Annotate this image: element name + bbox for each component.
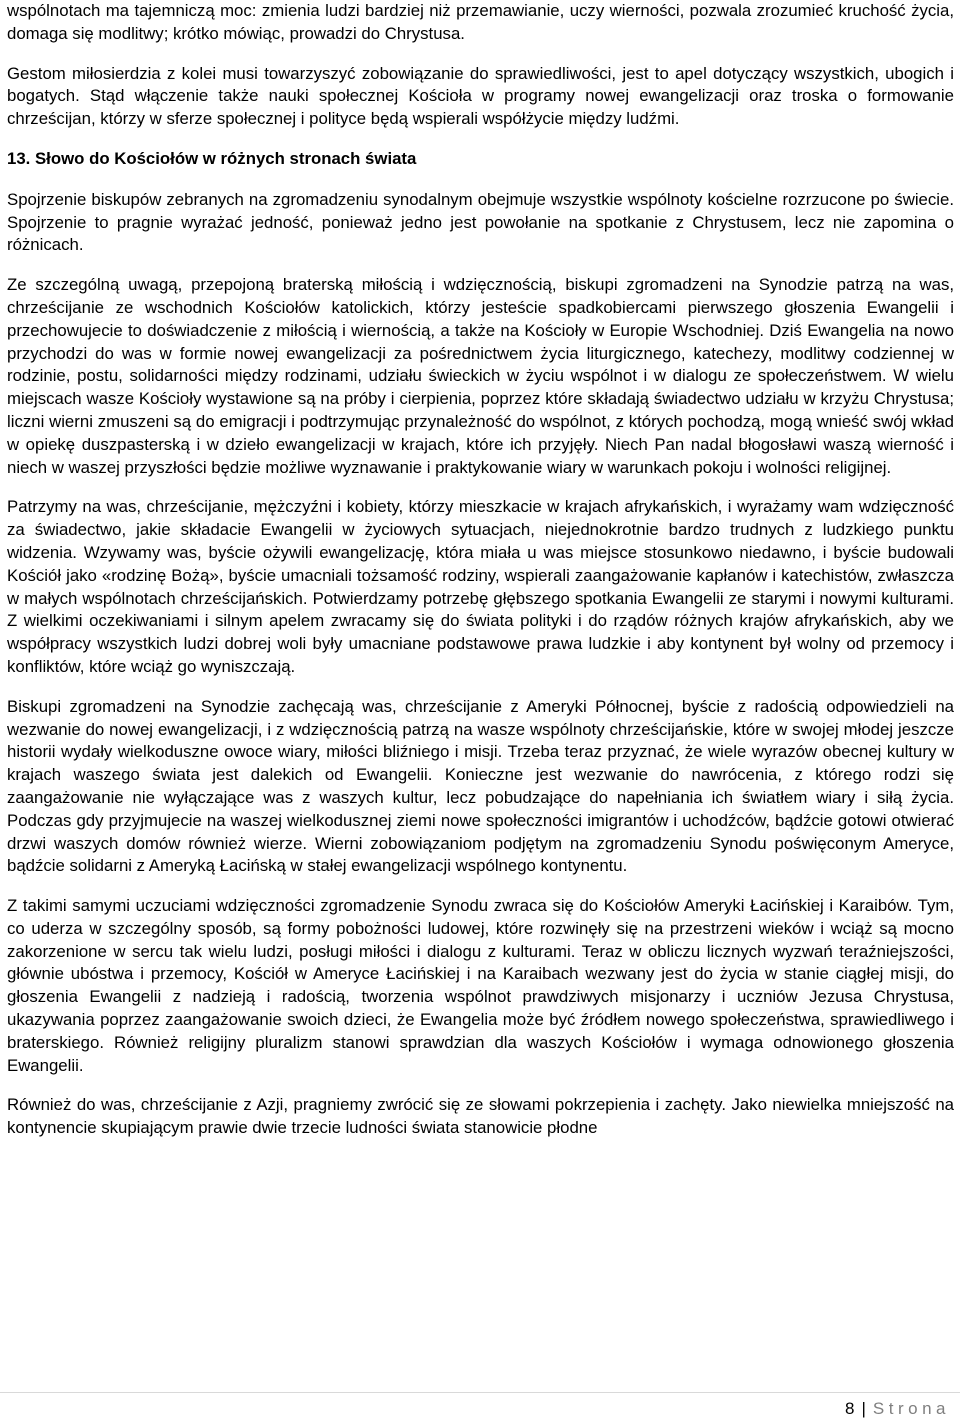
footer-divider (0, 1392, 960, 1393)
paragraph-eastern-churches: Ze szczególną uwagą, przepojoną braterską miłością i wdzięcznością, biskupi zgromadzeni na Synodzie patrzą na was, chrześcijanie ze wschodnich Kościołów katolickich, którzy jesteście spadkobiercami pierwszego głoszenia Ewangelii i przechowujecie to doświadczenie z miłością i wiernością, a także na Kościoły w Europie Wschodniej. Dziś Ewangelia na nowo przychodzi do was w formie nowej ewangelizacji za pośrednictwem życia liturgicznego, katechezy, modlitwy codziennej w rodzinie, postu, solidarności między rodzinami, udziału świeckich w życiu wspólnot i w dialogu ze społeczeństwem. W wielu miejscach wasze Kościoły wystawione są na próby i cierpienia, poprzez które składają świadectwo udziału w krzyżu Chrystusa; liczni wierni zmuszeni są do emigracji i podtrzymując przynależność do wspólnot, z których pochodzą, mogą wnieść swój wkład w opiekę duszpasterską i w dzieło ewangelizacji w krajach, które ich przyjęły. Niech Pan nadal błogosławi waszą wierność i niech w waszej przyszłości będzie możliwe wyznawanie i praktykowanie wiary w warunkach pokoju i wolności religijnej. (7, 275, 954, 477)
paragraph-north-america: Biskupi zgromadzeni na Synodzie zachęcają was, chrześcijanie z Ameryki Północnej, byście z radością odpowiedzieli na wezwanie do nowej ewangelizacji, i z wdzięcznością patrzą na wasze wspólnoty chrześcijańskie, które w swojej młodej jeszcze historii wydały wielkoduszne owoce wiary, miłości bliźniego i misji. Trzeba teraz przyznać, że wiele wyrazów obecnej kultury w krajach waszego świata jest dalekich od Ewangelii. Konieczne jest wezwanie do nawrócenia, z którego rodzi się zaangażowanie nie wyłączające was z waszych kultur, lecz pobudzające do napełniania ich światłem wiary i siłą życia. Podczas gdy przyjmujecie na waszej wielkodusznej ziemi nowe społeczności imigrantów i uchodźców, bądźcie gotowi otwierać drzwi waszych domów również wierze. Wierni zobowiązaniom podjętym na zgromadzeniu Synodu poświęconym Ameryce, bądźcie solidarni z Ameryką Łacińską w stałej ewangelizacji wspólnego kontynentu. (7, 696, 954, 876)
paragraph-latin-america: Z takimi samymi uczuciami wdzięczności zgromadzenie Synodu zwraca się do Kościołów Ameryki Łacińskiej i Karaibów. Tym, co uderza w szczególny sposób, są formy pobożności ludowej, które rozwinęły się na przestrzeni wieków i wciąż są mocno zakorzenione w sercu tak wielu ludzi, posługi miłości i dialogu z kulturami. Teraz w obliczu licznych wyzwań teraźniejszości, głównie ubóstwa i przemocy, Kościół w Ameryce Łacińskiej i na Karaibach wezwany jest do życia w stanie ciągłej misji, do głoszenia Ewangelii z nadzieją i radością, tworzenia wspólnot prawdziwych misjonarzy i uczniów Jezusa Chrystusa, ukazywania poprzez zaangażowanie swoich dzieci, że Ewangelia może być źródłem nowego społeczeństwa, sprawiedliwego i braterskiego. Również religijny pluralizm stanowi sprawdzian dla waszych Kościołów i wymaga odnowionego głoszenia Ewangelii. (7, 896, 954, 1075)
paragraph-asia: Również do was, chrześcijanie z Azji, pragniemy zwrócić się ze słowami pokrzepienia i zachęty. Jako niewielka mniejszość na kontynencie skupiającym prawie dwie trzecie ludności świata stanowicie płodne (7, 1095, 954, 1138)
paragraph-continuation: wspólnotach ma tajemniczą moc: zmienia ludzi bardziej niż przemawianie, uczy wierności, pozwala zrozumieć kruchość życia, domaga się modlitwy; krótko mówiąc, prowadzi do Chrystusa. (7, 1, 954, 43)
section-heading: 13. Słowo do Kościołów w różnych stronach świata (7, 148, 417, 168)
footer-separator: | (861, 1399, 866, 1418)
page-footer (845, 1398, 950, 1420)
document-page (7, 0, 954, 1140)
page-number: 8 (845, 1399, 855, 1418)
page-label: Strona (872, 1399, 950, 1418)
paragraph-bishops-view: Spojrzenie biskupów zebranych na zgromadzeniu synodalnym obejmuje wszystkie wspólnoty kościelne rozrzucone po świecie. Spojrzenie to pragnie wyrażać jedność, ponieważ jedno jest powołanie na spotkanie z Chrystusem, lecz nie zapomina o różnicach. (7, 189, 954, 255)
paragraph-africa: Patrzymy na was, chrześcijanie, mężczyźni i kobiety, którzy mieszkacie w krajach afrykańskich, i wyrażamy wam wdzięczność za świadectwo, jakie składacie Ewangelii w życiowych sytuacjach, niejednokrotnie bardzo trudnych z ludzkiego punktu widzenia. Wzywamy was, byście ożywili ewangelizację, która miała u was miejsce stosunkowo niedawno, i byście budowali Kościół jako «rodzinę Bożą», byście umacniali tożsamość rodziny, wspierali zaangażowanie kapłanów i katechistów, zwłaszcza w małych wspólnotach chrześcijańskich. Potwierdzamy potrzebę głębszego spotkania Ewangelii ze starymi i nowymi kulturami. Z wielkimi oczekiwaniami i silnym apelem zwracamy się do świata polityki i do rządów różnych krajów afrykańskich, aby we współpracy wszystkich ludzi dobrej woli były umacniane podstawowe prawa ludzkie i aby kontynent był wolny od przemocy i konfliktów, które wciąż go wyniszczają. (7, 497, 954, 676)
paragraph-justice: Gestom miłosierdzia z kolei musi towarzyszyć zobowiązanie do sprawiedliwości, jest to apel dotyczący wszystkich, ubogich i bogatych. Stąd włączenie także nauki społecznej Kościoła w programy nowej ewangelizacji oraz troska o formowanie chrześcijan, którzy w sferze społecznej i polityce będą wspierali współżycie między ludźmi. (7, 63, 954, 129)
